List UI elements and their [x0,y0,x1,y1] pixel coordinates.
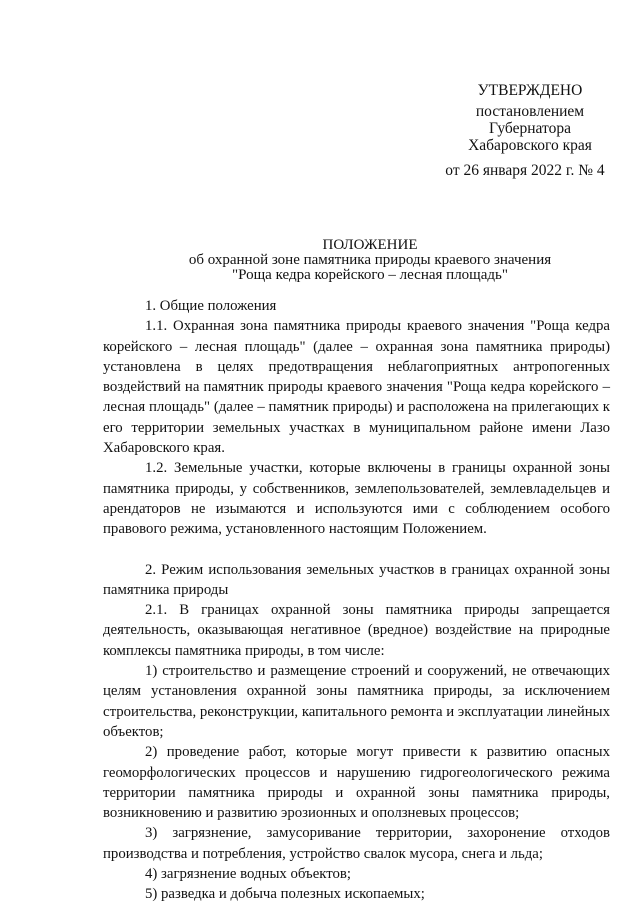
paragraph: 2.1. В границах охранной зоны памятника природы запрещается деятельность, оказывающая негативное (вредное) воздействие на природные комплексы памятника природы, в том числе: [103,602,610,659]
section-heading: 1. Общие положения [145,298,277,314]
approval-line: Хабаровского края [468,137,592,154]
section-spacer [103,540,610,560]
approval-line: Губернатора [489,120,571,137]
approval-date: от 26 января 2022 г. № 4 [445,162,605,179]
document-body [103,296,610,905]
list-item: 4) загрязнение водных объектов; [145,866,352,883]
list-item: 2) проведение работ, которые могут привести к развитию опасных геоморфологических процессов и нарушению гидрогеологического режима территории памятника природы и охранной зоны памятника природы, возникновению и развитию эрозионных и оползневых процессов; [103,744,610,822]
document-title [150,238,590,283]
title-subtitle: об охранной зоне памятника природы краевого значения [188,252,552,268]
list-item: 5) разведка и добыча полезных ископаемых; [145,886,425,903]
paragraph: 1.1. Охранная зона памятника природы краевого значения "Роща кедра корейского – лесная площадь" (далее – охранная зона памятника природы) установлена в целях предотвращения неблагоприятных антропогенных воздействий на памятник природы краевого значения "Роща кедра корейского – лесная площадь" (далее – памятник природы) и расположена на прилегающих к его территории земельных участках в муниципальном районе имени Лазо Хабаровского края. [103,318,610,457]
title-subtitle: "Роща кедра корейского – лесная площадь" [232,267,508,283]
title-main: ПОЛОЖЕНИЕ [322,237,418,253]
list-item: 3) загрязнение, замусоривание территории, захоронение отходов производства и потребления, устройство свалок мусора, снега и льда; [103,825,610,862]
section-heading: 2. Режим использования земельных участков в границах охранной зоны памятника природы [103,561,610,598]
list-item: 1) строительство и размещение строений и сооружений, не отвечающих целям установления охранной зоны памятника природы, за исключением строительства, реконструкции, капитального ремонта и эксплуатации линейных объектов; [103,663,610,740]
approval-stamp [440,82,620,179]
paragraph: 1.2. Земельные участки, которые включены в границы охранной зоны памятника природы, у собственников, землепользователей, землевладельцев и арендаторов не изымаются и используются ими с соблюдением особого правового режима, установленного настоящим Положением. [103,460,610,538]
approval-heading: УТВЕРЖДЕНО [477,82,583,99]
approval-line: постановлением [475,103,585,120]
